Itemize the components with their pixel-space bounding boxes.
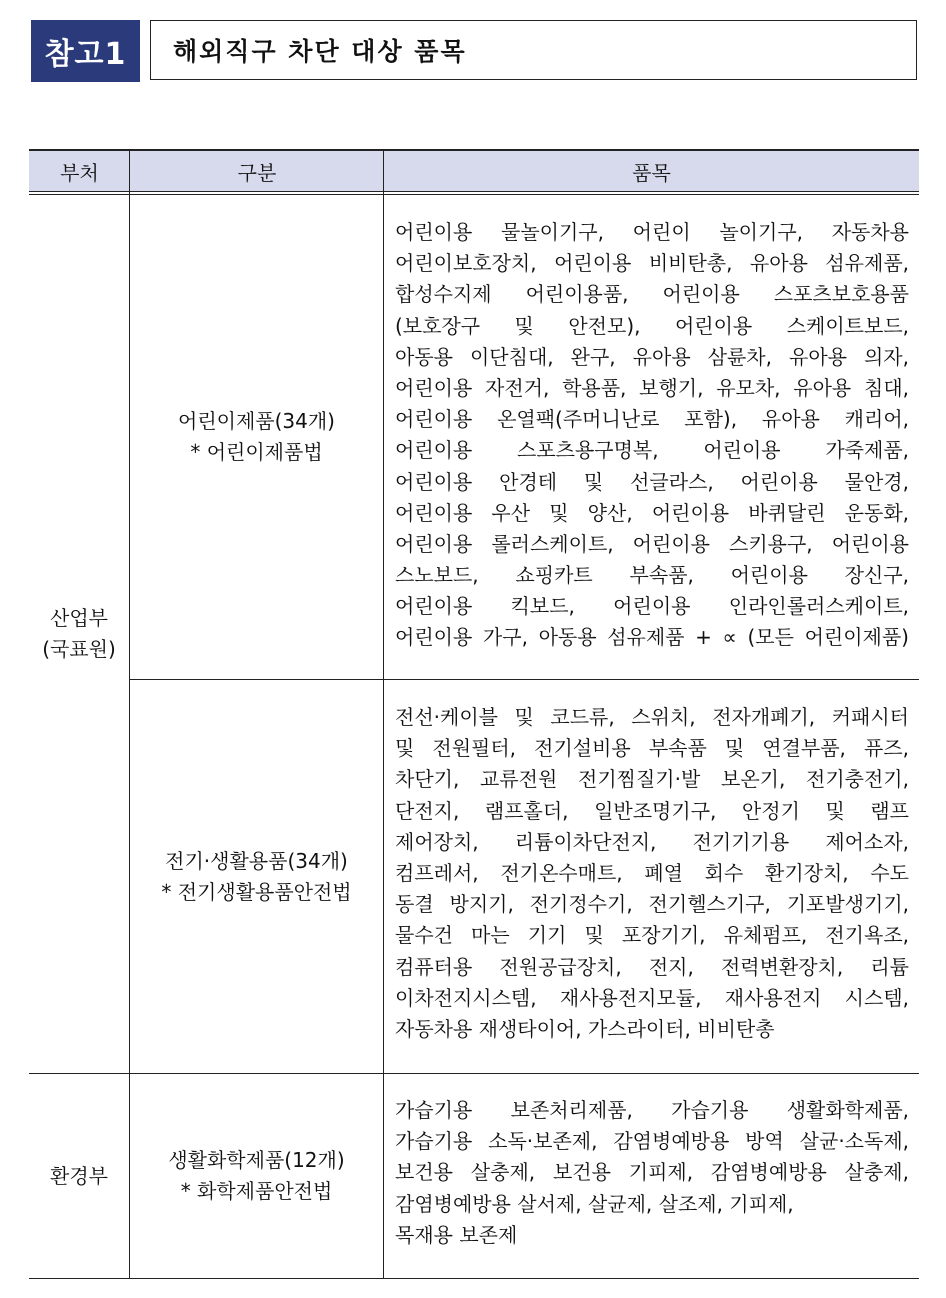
items-line: 가습기용 보존처리제품, 가습기용 생활화학제품,: [395, 1098, 909, 1122]
items-line: 어린이용 안경테 및 선글라스, 어린이용 물안경,: [395, 469, 909, 494]
items-line: 어린이용 롤러스케이트, 어린이용 스키용구, 어린이용: [395, 531, 909, 556]
items-line: 자동차용 재생타이어, 가스라이터, 비비탄총: [395, 1016, 775, 1041]
ministry-cell: [29, 1074, 129, 1278]
items-line: 감염병예방용 살서제, 살균제, 살조제, 기피제,: [395, 1191, 794, 1216]
ministry-name: 환경부: [50, 1163, 108, 1188]
column-header-items: 품목: [632, 160, 671, 185]
ministry-name: 산업부: [50, 606, 108, 630]
items-line: 합성수지제 어린이용품, 어린이용 스포츠보호용품: [395, 282, 909, 307]
items-line: 보건용 살충제, 보건용 기피제, 감염병예방용 살충제,: [395, 1160, 909, 1185]
items-line: 단전지, 램프홀더, 일반조명기구, 안정기 및 램프: [395, 798, 909, 823]
table-bottom-border: [29, 1278, 919, 1279]
items-line: 제어장치, 리튬이차단전지, 전기기기용 제어소자,: [395, 829, 909, 854]
items-line: 어린이용 킥보드, 어린이용 인라인롤러스케이트,: [395, 594, 909, 619]
items-line: 동결 방지기, 전기정수기, 전기헬스기구, 기포발생기기,: [395, 892, 909, 917]
items-line: 및 전원필터, 전기설비용 부속품 및 연결부품, 퓨즈,: [395, 736, 909, 761]
items-line: 목재용 보존제: [395, 1222, 518, 1247]
items-line: 차단기, 교류전원 전기찜질기·발 보온기, 전기충전기,: [395, 767, 909, 792]
header-divider: [29, 191, 919, 192]
items-line: 스노보드, 쇼핑카트 부속품, 어린이용 장신구,: [395, 563, 909, 588]
items-list: [395, 702, 909, 1045]
items-line: 어린이용 우산 및 양산, 어린이용 바퀴달린 운동화,: [395, 500, 909, 525]
items-table: [29, 149, 919, 1279]
items-line: 어린이용 온열팩(주머니난로 포함), 유아용 캐리어,: [395, 407, 909, 432]
category-cell: [130, 680, 383, 1073]
table-header-row: [29, 149, 919, 191]
category-name: 어린이제품(34개): [178, 409, 335, 433]
items-line: 어린이용 자전거, 학용품, 보행기, 유모차, 유아용 침대,: [395, 375, 909, 400]
items-line: 어린이용 가구, 아동용 섬유제품 + ∝ (모든 어린이제품): [395, 625, 909, 650]
category-law: * 전기생활용품안전법: [161, 879, 352, 904]
items-list: [395, 217, 909, 654]
column-header-category: 구분: [237, 160, 277, 185]
items-line: 어린이용 스포츠용구명복, 어린이용 가죽제품,: [395, 438, 909, 463]
category-name: 생활화학제품(12개): [168, 1148, 345, 1172]
items-line: 컴프레서, 전기온수매트, 폐열 회수 환기장치, 수도: [395, 860, 909, 885]
items-line: 아동용 이단침대, 완구, 유아용 삼륜차, 유아용 의자,: [395, 344, 909, 369]
page-title: 해외직구 차단 대상 품목: [150, 20, 917, 80]
items-line: 가습기용 소독·보존제, 감염병예방용 방역 살균·소독제,: [395, 1129, 909, 1154]
category-cell: [130, 1074, 383, 1278]
items-line: 물수건 마는 기기 및 포장기기, 유체펌프, 전기욕조,: [395, 923, 909, 948]
reference-badge: 참고1: [31, 20, 140, 82]
category-cell: [130, 195, 383, 679]
category-law: * 화학제품안전법: [180, 1179, 333, 1203]
items-line: 전선·케이블 및 코드류, 스위치, 전자개폐기, 커패시터: [395, 705, 909, 729]
items-line: 이차전지시스템, 재사용전지모듈, 재사용전지 시스템,: [395, 985, 909, 1010]
category-law: * 어린이제품법: [190, 440, 323, 464]
items-list: [395, 1095, 909, 1251]
ministry-agency: (국표원): [42, 637, 116, 661]
items-line: 어린이보호장치, 어린이용 비비탄총, 유아용 섬유제품,: [395, 251, 909, 276]
column-header-ministry: 부처: [60, 160, 99, 185]
items-line: (보호장구 및 안전모), 어린이용 스케이트보드,: [395, 313, 909, 338]
category-name: 전기·생활용품(34개): [165, 848, 348, 873]
column-divider: [383, 149, 384, 1279]
items-line: 컴퓨터용 전원공급장치, 전지, 전력변환장치, 리튬: [395, 954, 909, 979]
page-header: [31, 20, 919, 82]
ministry-cell: [29, 195, 129, 1073]
items-line: 어린이용 물놀이기구, 어린이 놀이기구, 자동차용: [395, 220, 909, 244]
